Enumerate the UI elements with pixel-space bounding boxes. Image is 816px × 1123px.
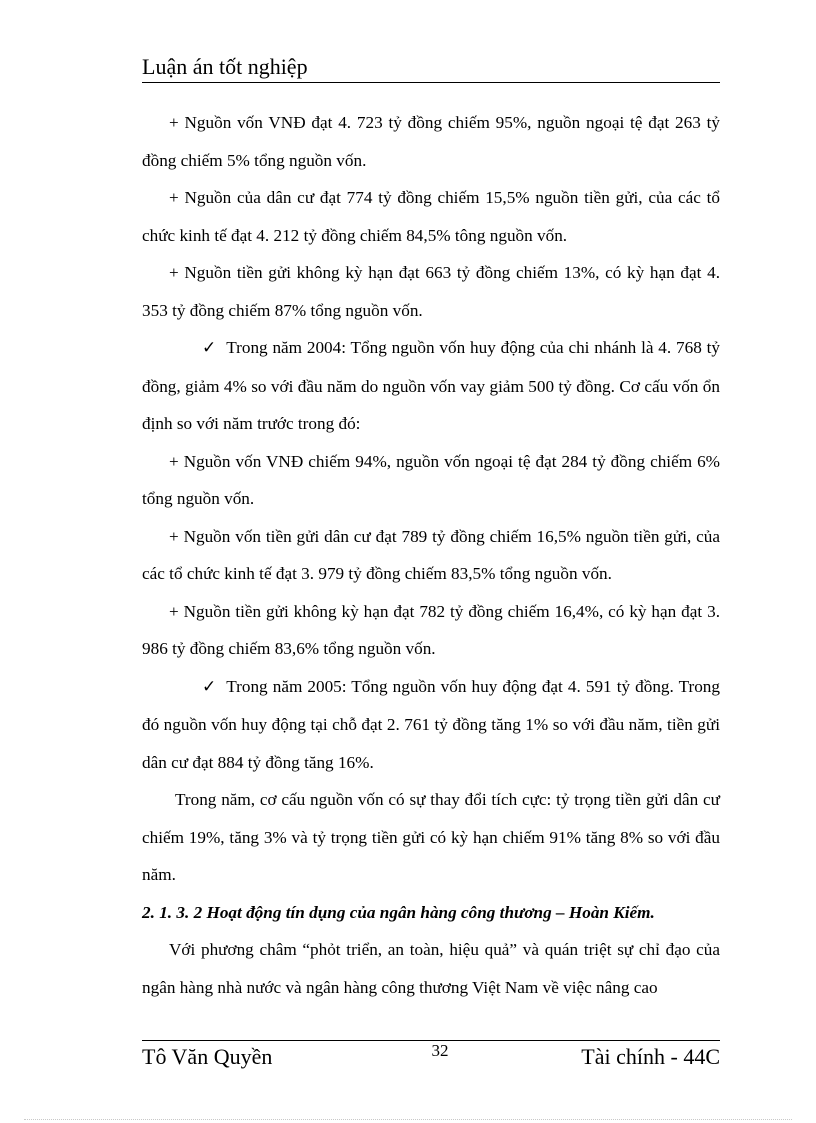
paragraph-credit-intro: Với phương châm “phỏt triển, an toàn, hiệu quả” và quán triệt sự chỉ đạo của ngân hàng nhà nước và ngân hàng công thương Việt Nam về việc nâng cao bbox=[142, 940, 720, 997]
footer-author: Tô Văn Quyền bbox=[142, 1044, 273, 1069]
paragraph-vnd-2004: + Nguồn vốn VNĐ chiếm 94%, nguồn vốn ngoại tệ đạt 284 tỷ đồng chiếm 6% tổng nguồn vốn. bbox=[142, 451, 720, 508]
paragraph-term-deposits-2003: + Nguồn tiền gửi không kỳ hạn đạt 663 tỷ đồng chiếm 13%, có kỳ hạn đạt 4. 353 tỷ đồng chiếm 87% tổng nguồn vốn. bbox=[142, 263, 720, 320]
page-bottom-dotted-line bbox=[24, 1119, 792, 1120]
checkmark-icon: ✓ bbox=[202, 338, 217, 358]
paragraph-residents-2004: + Nguồn vốn tiền gửi dân cư đạt 789 tỷ đồng chiếm 16,5% nguồn tiền gửi, của các tổ chức kinh tế đạt 3. 979 tỷ đồng chiếm 83,5% tổng nguồn vốn. bbox=[142, 526, 720, 583]
paragraph-residents-2003: + Nguồn của dân cư đạt 774 tỷ đồng chiếm 15,5% nguồn tiền gửi, của các tổ chức kinh tế đạt 4. 212 tỷ đồng chiếm 84,5% tông nguồn vốn. bbox=[142, 188, 720, 245]
checkmark-icon: ✓ bbox=[202, 676, 217, 697]
footer-class: Tài chính - 44C bbox=[581, 1044, 720, 1069]
paragraph-structure-change: Trong năm, cơ cấu nguồn vốn có sự thay đổi tích cực: tỷ trọng tiền gửi dân cư chiếm 19%, tăng 3% và tỷ trọng tiền gửi có kỳ hạn chiếm 91% tăng 8% so với đầu năm. bbox=[142, 790, 720, 884]
paragraph-year-2004 bbox=[142, 329, 720, 443]
paragraph-vnd-2003: + Nguồn vốn VNĐ đạt 4. 723 tỷ đồng chiếm 95%, nguồn ngoại tệ đạt 263 tỷ đồng chiếm 5% tổng nguồn vốn. bbox=[142, 113, 720, 170]
paragraph-year-2005 bbox=[142, 668, 720, 782]
header-title: Luận án tốt nghiệp bbox=[142, 54, 308, 79]
paragraph-year-2005-text: Trong năm 2005: Tổng nguồn vốn huy động đạt 4. 591 tỷ đồng. Trong đó nguồn vốn huy động tại chỗ đạt 2. 761 tỷ đồng tăng 1% so với đầu năm, tiền gửi dân cư đạt 884 tỷ đồng tăng 16%. bbox=[142, 676, 720, 772]
header-divider bbox=[142, 82, 720, 83]
paragraph-year-2004-text: Trong năm 2004: Tổng nguồn vốn huy động của chi nhánh là 4. 768 tỷ đồng, giảm 4% so với đầu năm do nguồn vốn vay giảm 500 tỷ đồng. Cơ cấu vốn ổn định so với năm trước trong đó: bbox=[142, 338, 720, 433]
paragraph-term-deposits-2004: + Nguồn tiền gửi không kỳ hạn đạt 782 tỷ đồng chiếm 16,4%, có kỳ hạn đạt 3. 986 tỷ đồng chiếm 83,6% tổng nguồn vốn. bbox=[142, 601, 720, 658]
document-body bbox=[142, 104, 720, 1006]
page-number: 32 bbox=[431, 1041, 449, 1060]
section-heading: 2. 1. 3. 2 Hoạt động tín dụng của ngân hàng công thương – Hoàn Kiếm. bbox=[142, 902, 655, 922]
